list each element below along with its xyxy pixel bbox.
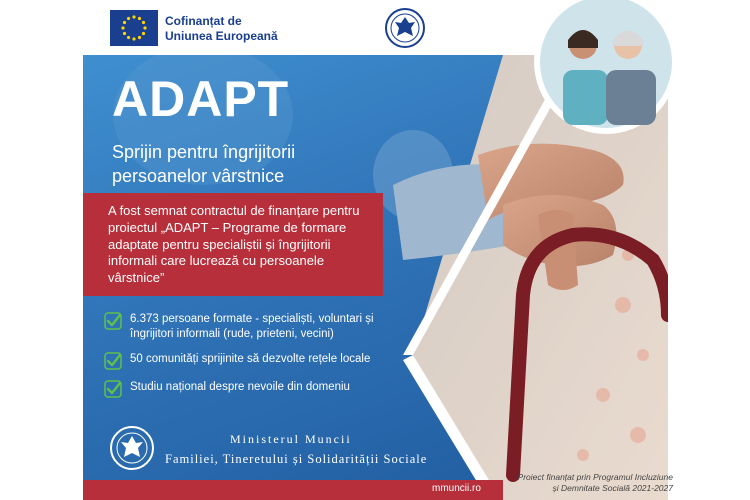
ministry-emblem-icon bbox=[110, 426, 154, 470]
checkmark-icon bbox=[104, 312, 122, 330]
eu-cofinancing-label bbox=[165, 14, 278, 44]
subtitle-line2: persoanelor vârstnice bbox=[112, 166, 285, 186]
highlights-list bbox=[104, 312, 394, 408]
checkmark-icon bbox=[104, 380, 122, 398]
list-item bbox=[104, 352, 394, 370]
eu-flag-logo bbox=[110, 10, 158, 46]
announcement-text: A fost semnat contractul de finanțare pentru proiectul „ADAPT – Programe de formare adaptate pentru specialiștii și îngrijitorii informali care lucrează cu persoanele vârstnice” bbox=[108, 203, 360, 286]
website-link[interactable]: mmuncii.ro bbox=[432, 483, 481, 494]
bullet-text: Studiu național despre nevoile din domeniu bbox=[130, 381, 350, 393]
ministry-line1: Ministerul Muncii bbox=[230, 432, 352, 446]
list-item bbox=[104, 312, 394, 342]
eu-label-line1: Cofinanțat de bbox=[165, 14, 242, 28]
funding-note bbox=[508, 472, 673, 494]
caregiver-circle-photo bbox=[528, 0, 678, 140]
page-subtitle bbox=[112, 140, 382, 188]
subtitle-line1: Sprijin pentru îngrijitorii bbox=[112, 142, 296, 162]
checkmark-icon bbox=[104, 352, 122, 370]
bullet-text: 50 comunități sprijinite să dezvolte rețele locale bbox=[130, 353, 371, 365]
ministry-name bbox=[165, 432, 427, 467]
page-title: ADAPT bbox=[112, 71, 290, 127]
government-emblem-icon bbox=[385, 8, 425, 48]
funding-line2: și Demnitate Socială 2021-2027 bbox=[552, 483, 673, 493]
funding-line1: Proiect finanțat prin Programul Incluziune bbox=[517, 472, 673, 482]
ministry-line2: Familiei, Tineretului și Solidarității Sociale bbox=[165, 452, 428, 466]
eu-label-line2: Uniunea Europeană bbox=[165, 29, 278, 43]
bullet-text: 6.373 persoane formate - specialiști, voluntari și îngrijitori informali (rude, prieteni, vecini) bbox=[130, 313, 374, 340]
list-item bbox=[104, 380, 394, 398]
